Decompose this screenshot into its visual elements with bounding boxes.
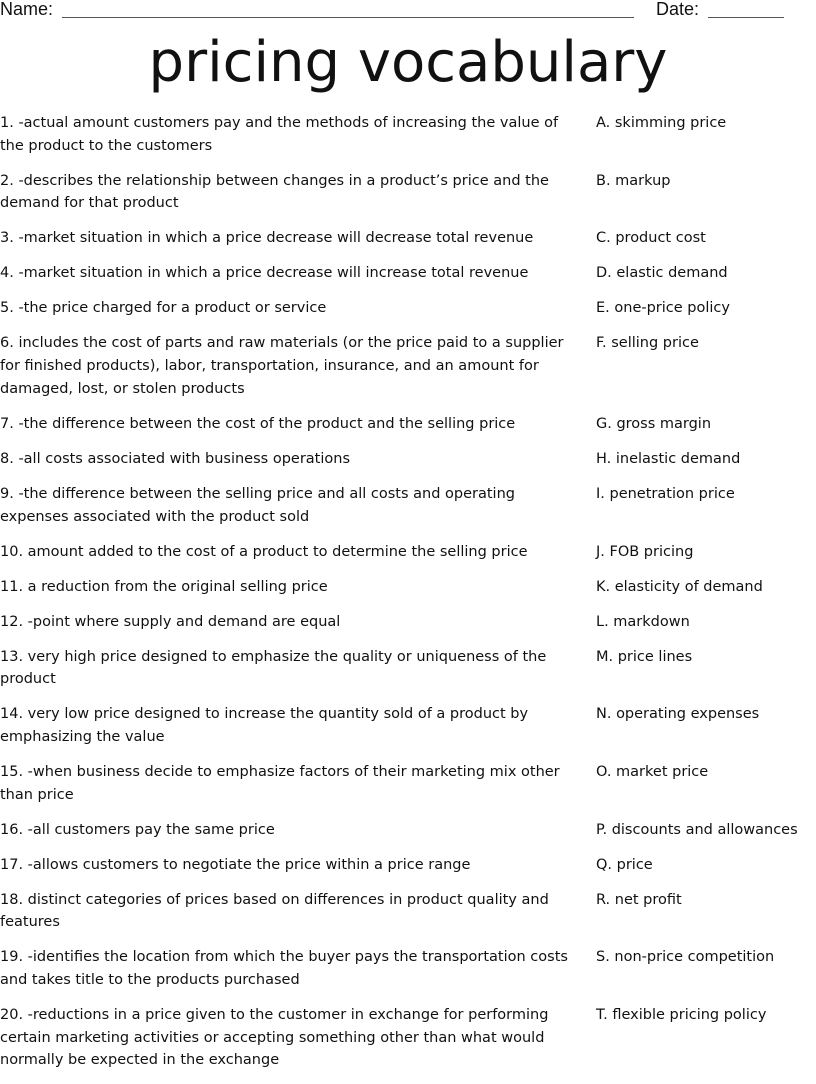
vocab-row [0, 332, 816, 400]
answer-option: O. market price [596, 763, 709, 780]
clue-text: 10. amount added to the cost of a product to determine the selling price [0, 543, 528, 560]
answer-option: J. FOB pricing [596, 543, 694, 560]
answer-option: L. markdown [596, 613, 690, 630]
vocab-row [0, 262, 816, 285]
answer-option: R. net profit [596, 891, 682, 908]
name-line [62, 17, 634, 18]
clue-text: 18. distinct categories of prices based on differences in product quality and features [0, 891, 549, 931]
clue-text: 5. -the price charged for a product or service [0, 300, 327, 317]
answer-option: E. one-price policy [596, 300, 730, 317]
vocab-row [0, 1004, 816, 1072]
vocab-row [0, 541, 816, 564]
answer-option: D. elastic demand [596, 265, 728, 282]
answer-option: G. gross margin [596, 415, 712, 432]
vocab-row [0, 703, 816, 748]
clue-text: 13. very high price designed to emphasize the quality or uniqueness of the product [0, 648, 547, 688]
clue-text: 6. includes the cost of parts and raw materials (or the price paid to a supplier for finished products), labor, transportation, insurance, and an amount for damaged, lost, or stolen products [0, 335, 564, 397]
answer-option: B. markup [596, 172, 671, 189]
clue-text: 12. -point where supply and demand are equal [0, 613, 341, 630]
clue-text: 20. -reductions in a price given to the customer in exchange for performing certain marketing activities or accepting something other than what would normally be expected in the exchange [0, 1007, 549, 1069]
vocab-row [0, 646, 816, 691]
clue-text: 11. a reduction from the original selling price [0, 578, 328, 595]
vocab-row [0, 227, 816, 250]
vocab-row [0, 761, 816, 806]
vocab-row [0, 576, 816, 599]
vocab-row [0, 413, 816, 436]
vocab-row [0, 889, 816, 934]
clue-text: 2. -describes the relationship between changes in a product’s price and the demand for that product [0, 172, 549, 212]
vocab-row [0, 297, 816, 320]
vocab-row [0, 819, 816, 842]
answer-option: F. selling price [596, 335, 699, 352]
vocab-row [0, 854, 816, 877]
answer-option: A. skimming price [596, 115, 727, 131]
answer-option: M. price lines [596, 648, 693, 665]
vocab-row [0, 170, 816, 215]
vocab-row [0, 112, 816, 157]
clue-text: 7. -the difference between the cost of the product and the selling price [0, 415, 516, 432]
vocabulary-list [0, 112, 816, 1084]
clue-text: 19. -identifies the location from which the buyer pays the transportation costs and takes title to the products purchased [0, 949, 568, 989]
answer-option: P. discounts and allowances [596, 821, 798, 838]
clue-text: 4. -market situation in which a price decrease will increase total revenue [0, 265, 529, 282]
answer-option: N. operating expenses [596, 706, 760, 723]
clue-text: 15. -when business decide to emphasize factors of their marketing mix other than price [0, 763, 560, 803]
answer-option: C. product cost [596, 230, 706, 247]
page-title: pricing vocabulary [148, 30, 668, 95]
vocab-row [0, 946, 816, 991]
clue-text: 17. -allows customers to negotiate the price within a price range [0, 856, 471, 873]
vocab-row [0, 611, 816, 634]
vocab-row [0, 483, 816, 528]
answer-option: T. flexible pricing policy [596, 1007, 767, 1024]
answer-option: Q. price [596, 856, 653, 873]
answer-option: H. inelastic demand [596, 450, 741, 467]
clue-text: 8. -all costs associated with business operations [0, 450, 350, 467]
date-label: Date: [656, 0, 700, 19]
worksheet-header [0, 0, 816, 24]
clue-text: 1. -actual amount customers pay and the methods of increasing the value of the product to the customers [0, 115, 559, 154]
clue-text: 16. -all customers pay the same price [0, 821, 275, 838]
clue-text: 14. very low price designed to increase the quantity sold of a product by emphasizing the value [0, 706, 529, 745]
clue-text: 3. -market situation in which a price decrease will decrease total revenue [0, 230, 534, 247]
answer-option: S. non-price competition [596, 949, 775, 966]
answer-option: I. penetration price [596, 485, 735, 502]
date-line [708, 17, 784, 18]
clue-text: 9. -the difference between the selling price and all costs and operating expenses associated with the product sold [0, 485, 515, 525]
answer-option: K. elasticity of demand [596, 578, 763, 595]
vocab-row [0, 448, 816, 471]
name-label: Name: [0, 0, 54, 19]
